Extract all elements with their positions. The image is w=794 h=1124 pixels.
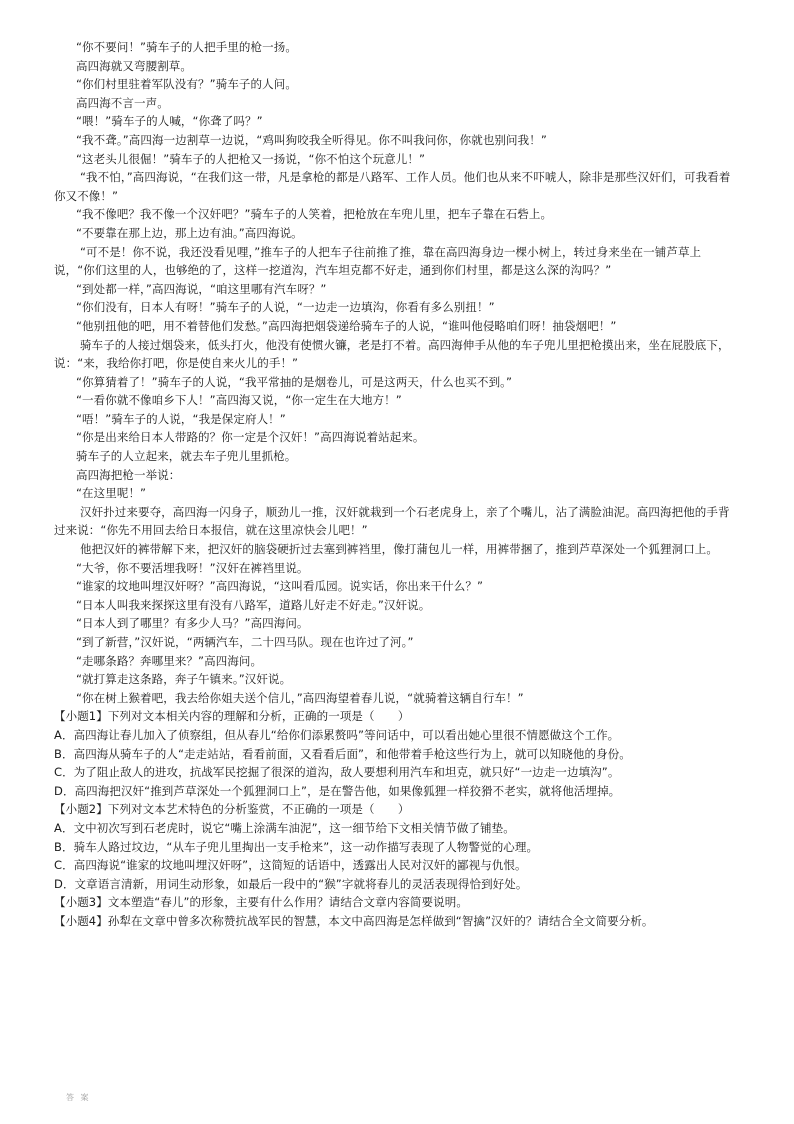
story-paragraph: “一看你就不像咱乡下人！”高四海又说，“你一定生在大地方！” xyxy=(76,393,402,408)
answer-option-d: D．高四海把汉奸“推到芦草深处一个狐狸洞口上”，是在警告他，如果像狐狸一样狡猾不老实，就将他活埋掉。 xyxy=(54,783,621,798)
question-heading: 【小题2】下列对文本艺术特色的分析鉴赏，不正确的一项是（ ） xyxy=(54,802,410,817)
story-paragraph: “你们村里驻着军队没有？”骑车子的人问。 xyxy=(76,77,297,92)
story-paragraph: 骑车子的人立起来，就去车子兜儿里抓枪。 xyxy=(76,449,297,464)
question-heading: 【小题1】下列对文本相关内容的理解和分析，正确的一项是（ ） xyxy=(54,709,410,724)
question-heading: 【小题4】孙犁在文章中曾多次称赞抗战军民的智慧，本文中高四海是怎样做到“智擒”汉奸的？请结合全文简要分析。 xyxy=(54,913,654,928)
story-paragraph: “你们没有，日本人有呀！”骑车子的人说，“一边走一边填沟，你看有多么别扭！” xyxy=(76,300,495,315)
story-paragraph: 高四海把枪一举说： xyxy=(76,467,181,482)
story-paragraph: “你不要问！”骑车子的人把手里的枪一扬。 xyxy=(76,40,297,54)
story-paragraph: “我不聋。”高四海一边割草一边说，“鸡叫狗咬我全听得见。你不叫我问你，你就也别问我！” xyxy=(76,132,547,147)
story-paragraph: “这老头儿很倔！”骑车子的人把枪又一扬说，“你不怕这个玩意儿！” xyxy=(76,151,426,166)
story-paragraph: “走哪条路？奔哪里来？”高四海问。 xyxy=(76,653,263,668)
story-paragraph: “可不是！你不说，我还没看见哩，”推车子的人把车子往前推了推，靠在高四海身边一棵小树上，转过身来坐在一铺芦草上说，“你们这里的人，也够绝的了，这样一挖道沟，汽车坦克都不好走，通到你们村里，都是这么深的沟吗？” xyxy=(54,244,702,278)
story-paragraph: “你算猜着了！”骑车子的人说，“我平常抽的是烟卷儿，可是这两天，什么也买不到。” xyxy=(76,374,513,389)
answer-option-a: A．高四海让春儿加入了侦察组，但从春儿“给你们添累赘吗”等问话中，可以看出她心里很不情愿做这个工作。 xyxy=(54,727,620,742)
story-paragraph: “到了新营，”汉奸说，“两辆汽车，二十四马队。现在也许过了河。” xyxy=(76,635,414,649)
story-paragraph: “谁家的坟地叫埋汉奸呀？”高四海说，“这叫看瓜园。说实话，你出来干什么？” xyxy=(76,579,484,594)
story-paragraph: “唔！”骑车子的人说，“我是保定府人！” xyxy=(76,411,286,426)
answer-option-b: B．骑车人路过坟边，“从车子兜儿里掏出一支手枪来”，这一动作描写表现了人物警觉的心理。 xyxy=(54,839,539,854)
answer-option-c: C．高四海说“谁家的坟地叫埋汉奸呀”，这简短的话语中，透露出人民对汉奸的鄙视与仇恨。 xyxy=(54,858,527,873)
question-3 xyxy=(50,893,740,912)
story-paragraph: 骑车子的人接过烟袋来，低头打火，他没有使惯火镰，老是打不着。高四海伸手从他的车子兜儿里把枪摸出来，坐在屁股底下，说：“来，我给你打吧，你是使自来火儿的手！” xyxy=(54,337,730,371)
answer-option-d: D．文章语言清新，用词生动形象，如最后一段中的“猴”字就将春儿的灵活表现得恰到好处。 xyxy=(54,876,528,891)
question-heading: 【小题3】文本塑造“春儿”的形象，主要有什么作用？请结合文章内容简要说明。 xyxy=(54,895,468,910)
story-paragraph: “日本人叫我来探探这里有没有八路军，道路儿好走不好走。”汉奸说。 xyxy=(76,597,431,612)
question-1 xyxy=(50,707,740,800)
story-paragraph: “到处都一样，”高四海说，“咱这里哪有汽车呀？” xyxy=(76,281,327,296)
story-paragraph: “就打算走这条路，奔子午镇来。”汉奸说。 xyxy=(76,672,292,687)
story-paragraph: “我不怕，”高四海说，“在我们这一带，凡是拿枪的都是八路军、工作人员。他们也从来不吓唬人，除非是那些汉奸们，可我看着你又不像！” xyxy=(54,170,731,203)
answer-option-b: B．高四海从骑车子的人“走走站站，看看前面，又看看后面”，和他带着手枪这些行为上，就可以知晓他的身份。 xyxy=(54,746,631,761)
page-footer-label: 答 案 xyxy=(66,1093,91,1102)
question-2 xyxy=(50,800,740,893)
story-paragraph: “在这里呢！” xyxy=(76,486,147,501)
story-paragraph: “喂！”骑车子的人喊，“你聋了吗？” xyxy=(76,114,263,129)
question-4 xyxy=(50,912,740,931)
document-page xyxy=(50,38,740,931)
story-paragraph: “不要靠在那上边，那上边有油。”高四海说。 xyxy=(76,225,303,240)
story-paragraph: “他别扭他的吧，用不着替他们发愁。”高四海把烟袋递给骑车子的人说，“谁叫他侵略咱们呀！抽袋烟吧！” xyxy=(76,318,617,333)
story-paragraph: “你在树上猴着吧，我去给你姐夫送个信儿，”高四海望着春儿说，“就骑着这辆自行车！” xyxy=(76,690,524,705)
answer-option-a: A．文中初次写到石老虎时，说它“嘴上涂满车油泥”，这一细节给下文相关情节做了铺垫。 xyxy=(54,820,515,835)
answer-option-c: C．为了阻止敌人的进攻，抗战军民挖掘了很深的道沟，敌人要想利用汽车和坦克，就只好“一边走一边填沟”。 xyxy=(54,765,620,780)
story-paragraph: 高四海就又弯腰割草。 xyxy=(76,58,192,73)
story-paragraph: “我不像吧？我不像一个汉奸吧？”骑车子的人笑着，把枪放在车兜儿里，把车子靠在石砦上。 xyxy=(76,207,553,222)
story-paragraph: “你是出来给日本人带路的？你一定是个汉奸！”高四海说着站起来。 xyxy=(76,430,425,445)
story-paragraph: “日本人到了哪里？有多少人马？”高四海问。 xyxy=(76,616,309,631)
story-paragraph: 他把汉奸的裤带解下来，把汉奸的脑袋硬折过去塞到裤裆里，像打蒲包儿一样，用裤带捆了，推到芦草深处一个狐狸洞口上。 xyxy=(80,542,718,557)
story-paragraph: 高四海不言一声。 xyxy=(76,95,169,110)
story-paragraph: “大爷，你不要活埋我呀！”汉奸在裤裆里说。 xyxy=(76,560,309,575)
story-body xyxy=(50,38,740,707)
story-paragraph: 汉奸扑过来要夺，高四海一闪身子，顺劲儿一推，汉奸就栽到一个石老虎身上，亲了个嘴儿，沾了满脸油泥。高四海把他的手背过来说：“你先不用回去给日本报信，就在这里凉快会儿吧！” xyxy=(54,504,730,538)
